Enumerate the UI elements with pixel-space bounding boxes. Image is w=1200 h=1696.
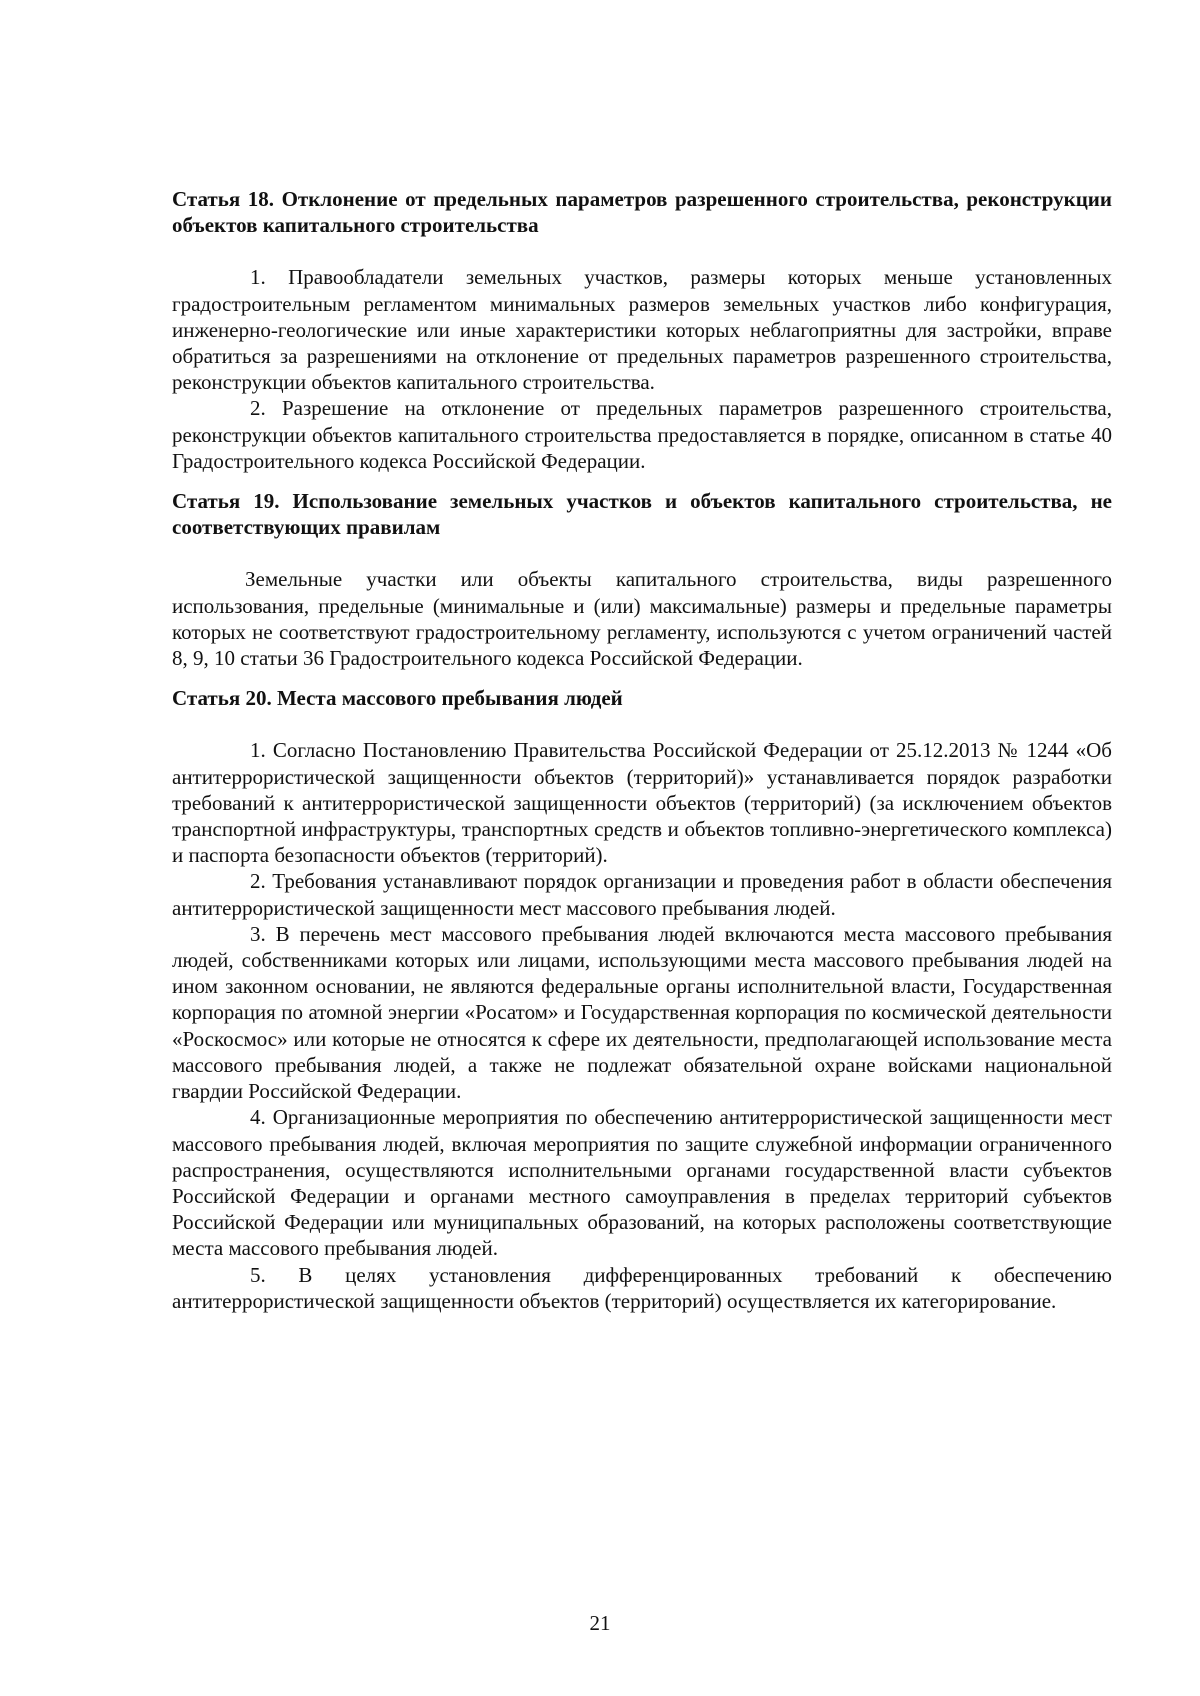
article-19-heading: Статья 19. Использование земельных участков и объектов капитального строительства, не соответствующих правилам (172, 489, 1112, 540)
spacer (172, 711, 1112, 737)
article-18 (172, 186, 1112, 474)
article-20-paragraph-1: 1. Согласно Постановлению Правительства Российской Федерации от 25.12.2013 № 1244 «Об антитеррористической защищенности объектов (территорий)» устанавливается порядок разработки требований к антитеррористической защищенности объектов (территорий) (за исключением объектов транспортной инфраструктуры, транспортных средств и объектов топливно-энергетического комплекса) и паспорта безопасности объектов (территорий). (172, 738, 1112, 868)
spacer (172, 238, 1112, 264)
article-18-paragraph-2: 2. Разрешение на отклонение от предельных параметров разрешенного строительства, реконструкции объектов капитального строительства предоставляется в порядке, описанном в статье 40 Градостроительного кодекса Российской Федерации. (172, 396, 1112, 473)
article-20-paragraph-2: 2. Требования устанавливают порядок организации и проведения работ в области обеспечения антитеррористической защищенности мест массового пребывания людей. (172, 869, 1112, 920)
spacer (172, 540, 1112, 566)
article-20-heading: Статья 20. Места массового пребывания людей (172, 686, 623, 711)
page-content (172, 186, 1112, 1314)
article-18-heading: Статья 18. Отклонение от предельных параметров разрешенного строительства, реконструкции объектов капитального строительства (172, 187, 1112, 238)
spacer (172, 671, 1112, 685)
article-19-paragraph-1: Земельные участки или объекты капитального строительства, виды разрешенного использования, предельные (минимальные и (или) максимальные) размеры и предельные параметры которых не соответствуют градостроительному регламенту, используются с учетом ограничений частей 8, 9, 10 статьи 36 Градостроительного кодекса Российской Федерации. (172, 567, 1112, 671)
article-20-paragraph-3: 3. В перечень мест массового пребывания людей включаются места массового пребывания людей, собственниками которых или лицами, использующими места массового пребывания людей на ином законном основании, не являются федеральные органы исполнительной власти, Государственная корпорация по атомной энергии «Росатом» и Государственная корпорация по космической деятельности «Роскосмос» или которые не относятся к сфере их деятельности, предполагающей использование места массового пребывания людей, а также не подлежат обязательной охране войсками национальной гвардии Российской Федерации. (172, 921, 1112, 1104)
article-20 (172, 685, 1112, 1314)
article-18-paragraph-1: 1. Правообладатели земельных участков, размеры которых меньше установленных градостроительным регламентом минимальных размеров земельных участков либо конфигурация, инженерно-геологические или иные характеристики которых неблагоприятны для застройки, вправе обратиться за разрешениями на отклонение от предельных параметров разрешенного строительства, реконструкции объектов капитального строительства. (172, 265, 1112, 395)
article-19 (172, 488, 1112, 671)
article-20-paragraph-4: 4. Организационные мероприятия по обеспечению антитеррористической защищенности мест массового пребывания людей, включая мероприятия по защите служебной информации ограниченного распространения, осуществляются исполнительными органами государственной власти субъектов Российской Федерации и органами местного самоуправления в пределах территорий субъектов Российской Федерации или муниципальных образований, на которых расположены соответствующие места массового пребывания людей. (172, 1105, 1112, 1261)
page-number: 21 (589, 1611, 611, 1635)
spacer (172, 474, 1112, 488)
article-20-paragraph-5: 5. В целях установления дифференцированных требований к обеспечению антитеррористической защищенности объектов (территорий) осуществляется их категорирование. (172, 1262, 1112, 1313)
